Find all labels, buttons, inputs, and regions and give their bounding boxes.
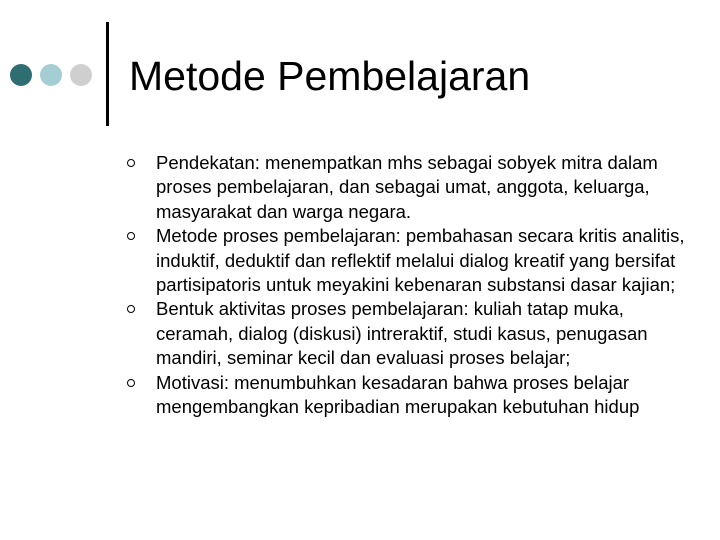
hollow-circle-bullet-icon: [127, 305, 135, 313]
bullet-item-pendekatan: [156, 151, 696, 224]
hollow-circle-bullet-icon: [127, 379, 135, 387]
hollow-circle-bullet-icon: [127, 159, 135, 167]
bullet-text: Metode proses pembelajaran: pembahasan secara kritis analitis, induktif, deduktif dan reflektif melalui dialog kreatif yang bersifat partisipatoris untuk meyakini kebenaran substansi dasar kajian;: [156, 225, 685, 296]
bullet-list: [156, 151, 696, 419]
slide-title: Metode Pembelajaran: [129, 53, 531, 99]
bullet-item-bentuk-aktivitas: [156, 297, 696, 370]
dot-mid-icon: [40, 64, 62, 86]
title-divider-line: [106, 22, 109, 126]
bullet-item-metode: [156, 224, 696, 297]
hollow-circle-bullet-icon: [127, 232, 135, 240]
bullet-text: Bentuk aktivitas proses pembelajaran: kuliah tatap muka, ceramah, dialog (diskusi) intreraktif, studi kasus, penugasan mandiri, seminar kecil dan evaluasi proses belajar;: [156, 298, 648, 369]
dot-dark-icon: [10, 64, 32, 86]
dot-light-icon: [70, 64, 92, 86]
decorative-dots: [10, 64, 100, 86]
bullet-text: Pendekatan: menempatkan mhs sebagai sobyek mitra dalam proses pembelajaran, dan sebagai umat, anggota, keluarga, masyarakat dan warga negara.: [156, 152, 658, 222]
bullet-text: Motivasi: menumbuhkan kesadaran bahwa proses belajar mengembangkan kepribadian merupakan kebutuhan hidup: [156, 371, 640, 418]
bullet-item-motivasi: [156, 371, 696, 420]
